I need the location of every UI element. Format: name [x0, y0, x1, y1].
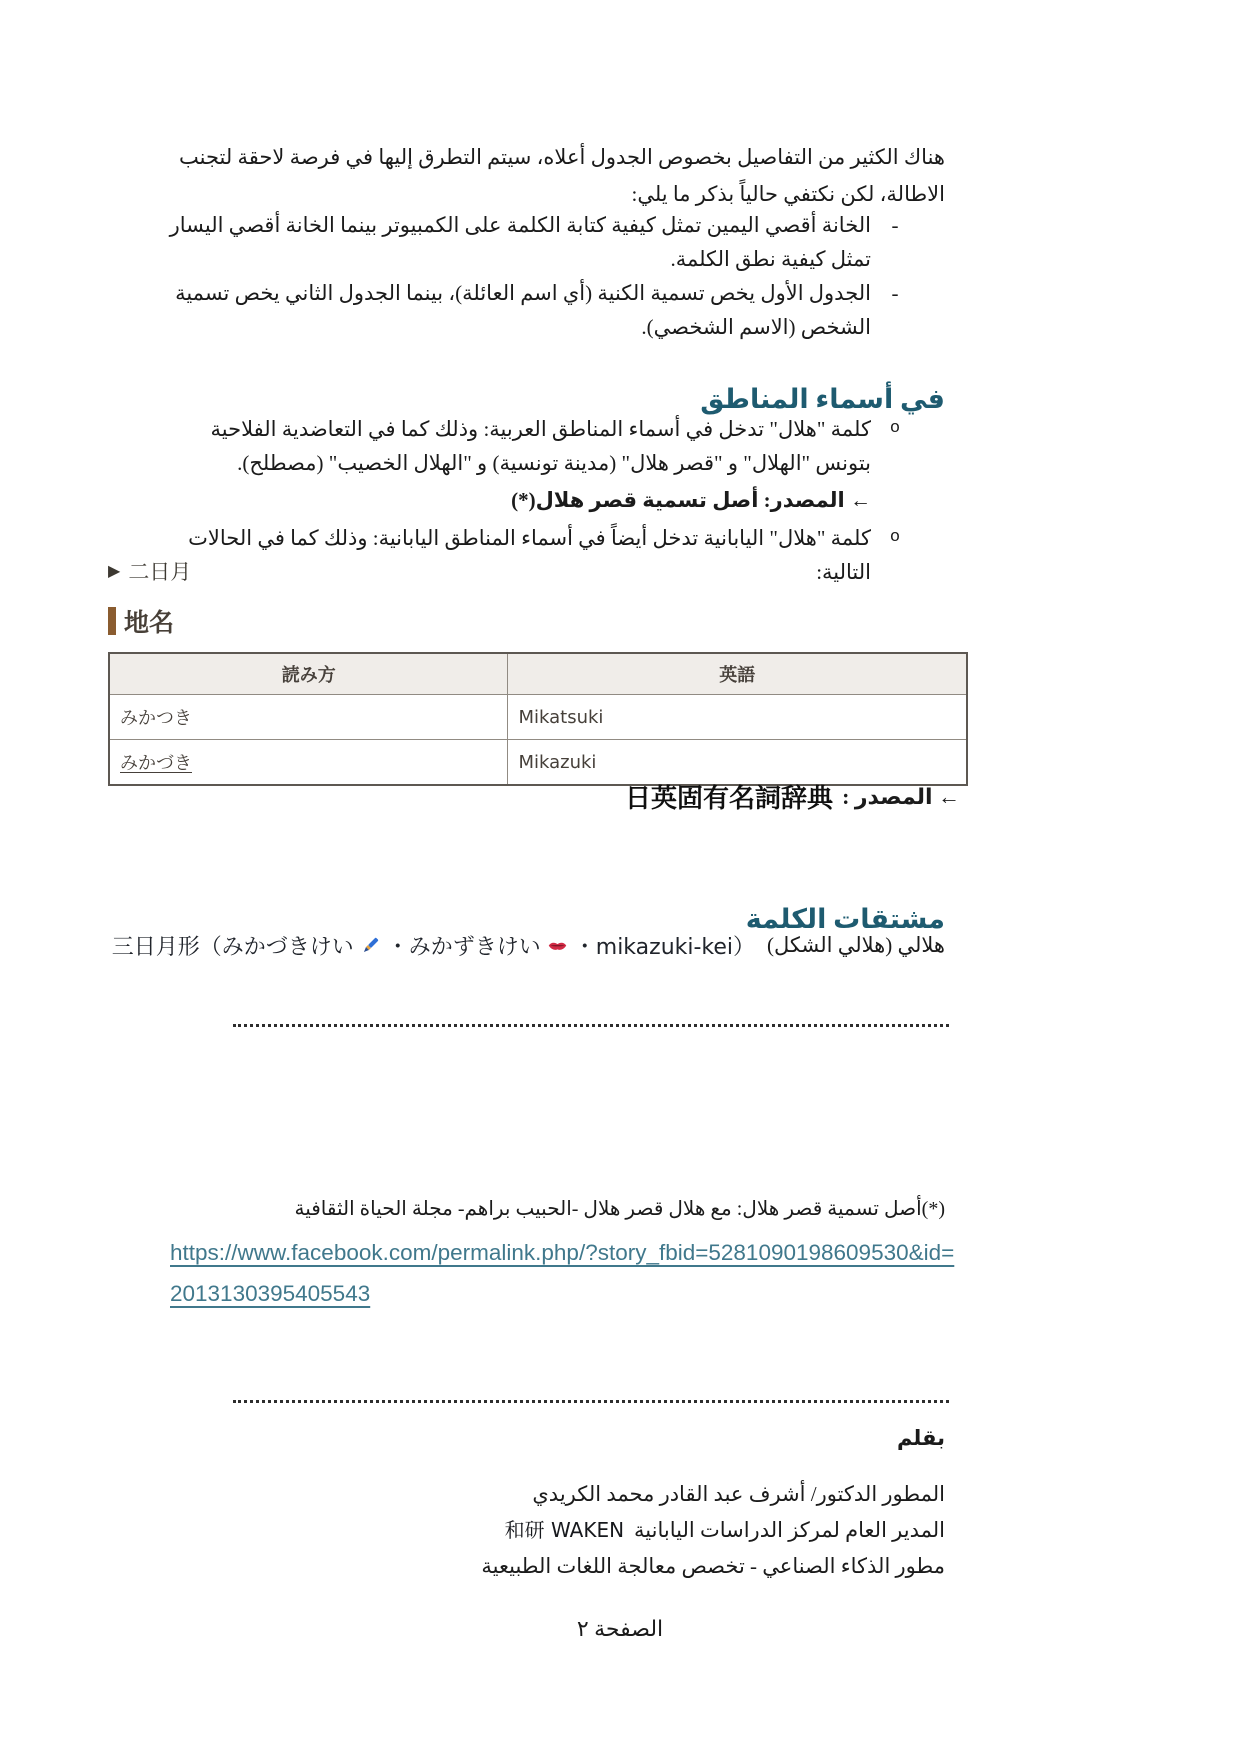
placename-heading-label: 地名 [124, 608, 175, 637]
facebook-link[interactable] [170, 1232, 1000, 1314]
derivative-line [112, 930, 945, 961]
author-title-arabic: المدير العام لمركز الدراسات اليابانية [634, 1518, 945, 1542]
bullet-text: كلمة "هلال" اليابانية تدخل أيضاً في أسماء المناطق اليابانية: وذلك كما في الحالات التالية: [188, 526, 871, 584]
footnote-text: (*)أصل تسمية قصر هلال: مع هلال قصر هلال -الحبيب براهم- مجلة الحياة الثقافية [294, 1198, 945, 1220]
facebook-link-line2[interactable]: 2013130395405543 [170, 1281, 371, 1306]
facebook-link-block [170, 1232, 1000, 1314]
bullet-text: الجدول الأول يخص تسمية الكنية (أي اسم العائلة)، بينما الجدول الثاني يخص تسمية الشخص (الاسم الشخصي). [175, 281, 871, 339]
column-header-english: 英語 [508, 653, 967, 695]
snippet-source-line [625, 778, 960, 815]
intro-paragraph: هناك الكثير من التفاصيل بخصوص الجدول أعلاه، سيتم التطرق إليها في فرصة لاحقة لتجنب الاطالة، لكن نكتفي حالياً بذكر ما يلي: [178, 145, 945, 206]
circle-bullet-icon: o [889, 528, 901, 547]
readings-table [108, 652, 968, 786]
pen-icon [360, 935, 381, 956]
cell-english-mikazuki: Mikazuki [508, 740, 967, 786]
cell-reading-mikatsuki: みかつき [109, 695, 508, 740]
dotted-divider [233, 1400, 949, 1403]
source-label: ← المصدر : [842, 783, 960, 809]
placename-heading [108, 603, 970, 639]
lips-icon [547, 935, 568, 956]
section-heading-regions: في أسماء المناطق [700, 384, 945, 415]
source-note: ← المصدر: أصل تسمية قصر هلال(*) [511, 488, 871, 512]
source-dictionary-name: 日英固有名詞辞典 [625, 784, 834, 814]
intro-bullet-list [166, 208, 945, 344]
author-title-japanese: 和研 WAKEN [504, 1518, 625, 1542]
triangle-marker-icon: ▶ [108, 561, 121, 580]
entry-title: 二日月 [128, 560, 192, 584]
dash-bullet-icon: - [891, 213, 899, 237]
facebook-link-line1[interactable]: https://www.facebook.com/permalink.php/?story_fbid=5281090198609530&id= [170, 1240, 955, 1265]
bullet-text: كلمة "هلال" تدخل في أسماء المناطق العربية: وذلك كما في التعاضدية الفلاحية بتونس "الهلال" و "قصر هلال" (مدينة تونسية) و "الهلال الخصيب" (مصطلح). [210, 417, 871, 475]
derivative-japanese [112, 930, 755, 961]
derivative-written-form: 三日月形（みかづきけい [111, 935, 354, 960]
circle-bullet-item [166, 412, 945, 480]
section-heading-derivatives: مشتقات الكلمة [745, 904, 945, 935]
dash-bullet-icon: - [891, 281, 899, 305]
bullet-item [166, 276, 945, 344]
author-name: المطور الدكتور/ أشرف عبد القادر محمد الكريدي [532, 1482, 945, 1506]
accent-bar-icon [108, 607, 116, 635]
derivative-arabic: هلالي (هلالي الشكل) [767, 933, 945, 957]
table-row [109, 695, 967, 740]
bullet-item [166, 208, 945, 276]
dictionary-snippet [108, 556, 970, 786]
column-header-reading: 読み方 [109, 653, 508, 695]
author-block [166, 1476, 945, 1584]
table-header-row [109, 653, 967, 695]
dictionary-entry-line [108, 556, 970, 586]
dotted-divider [233, 1024, 949, 1027]
derivative-romaji: ・mikazuki-kei） [573, 935, 756, 960]
cell-english-mikatsuki: Mikatsuki [508, 695, 967, 740]
author-title [166, 1512, 945, 1548]
page-number: الصفحة ٢ [576, 1616, 664, 1641]
byline-label: بقلم [896, 1426, 945, 1450]
author-specialty: مطور الذكاء الصناعي - تخصص معالجة اللغات الطبيعية [481, 1554, 945, 1578]
bullet-text: الخانة أقصي اليمين تمثل كيفية كتابة الكلمة على الكمبيوتر بينما الخانة أقصي اليسار تمثل كيفية نطق الكلمة. [169, 213, 871, 271]
circle-bullet-icon: o [889, 419, 901, 438]
derivative-spoken-form: ・みかずきけい [386, 935, 541, 960]
cell-reading-mikazuki-link[interactable]: みかづき [109, 740, 508, 786]
